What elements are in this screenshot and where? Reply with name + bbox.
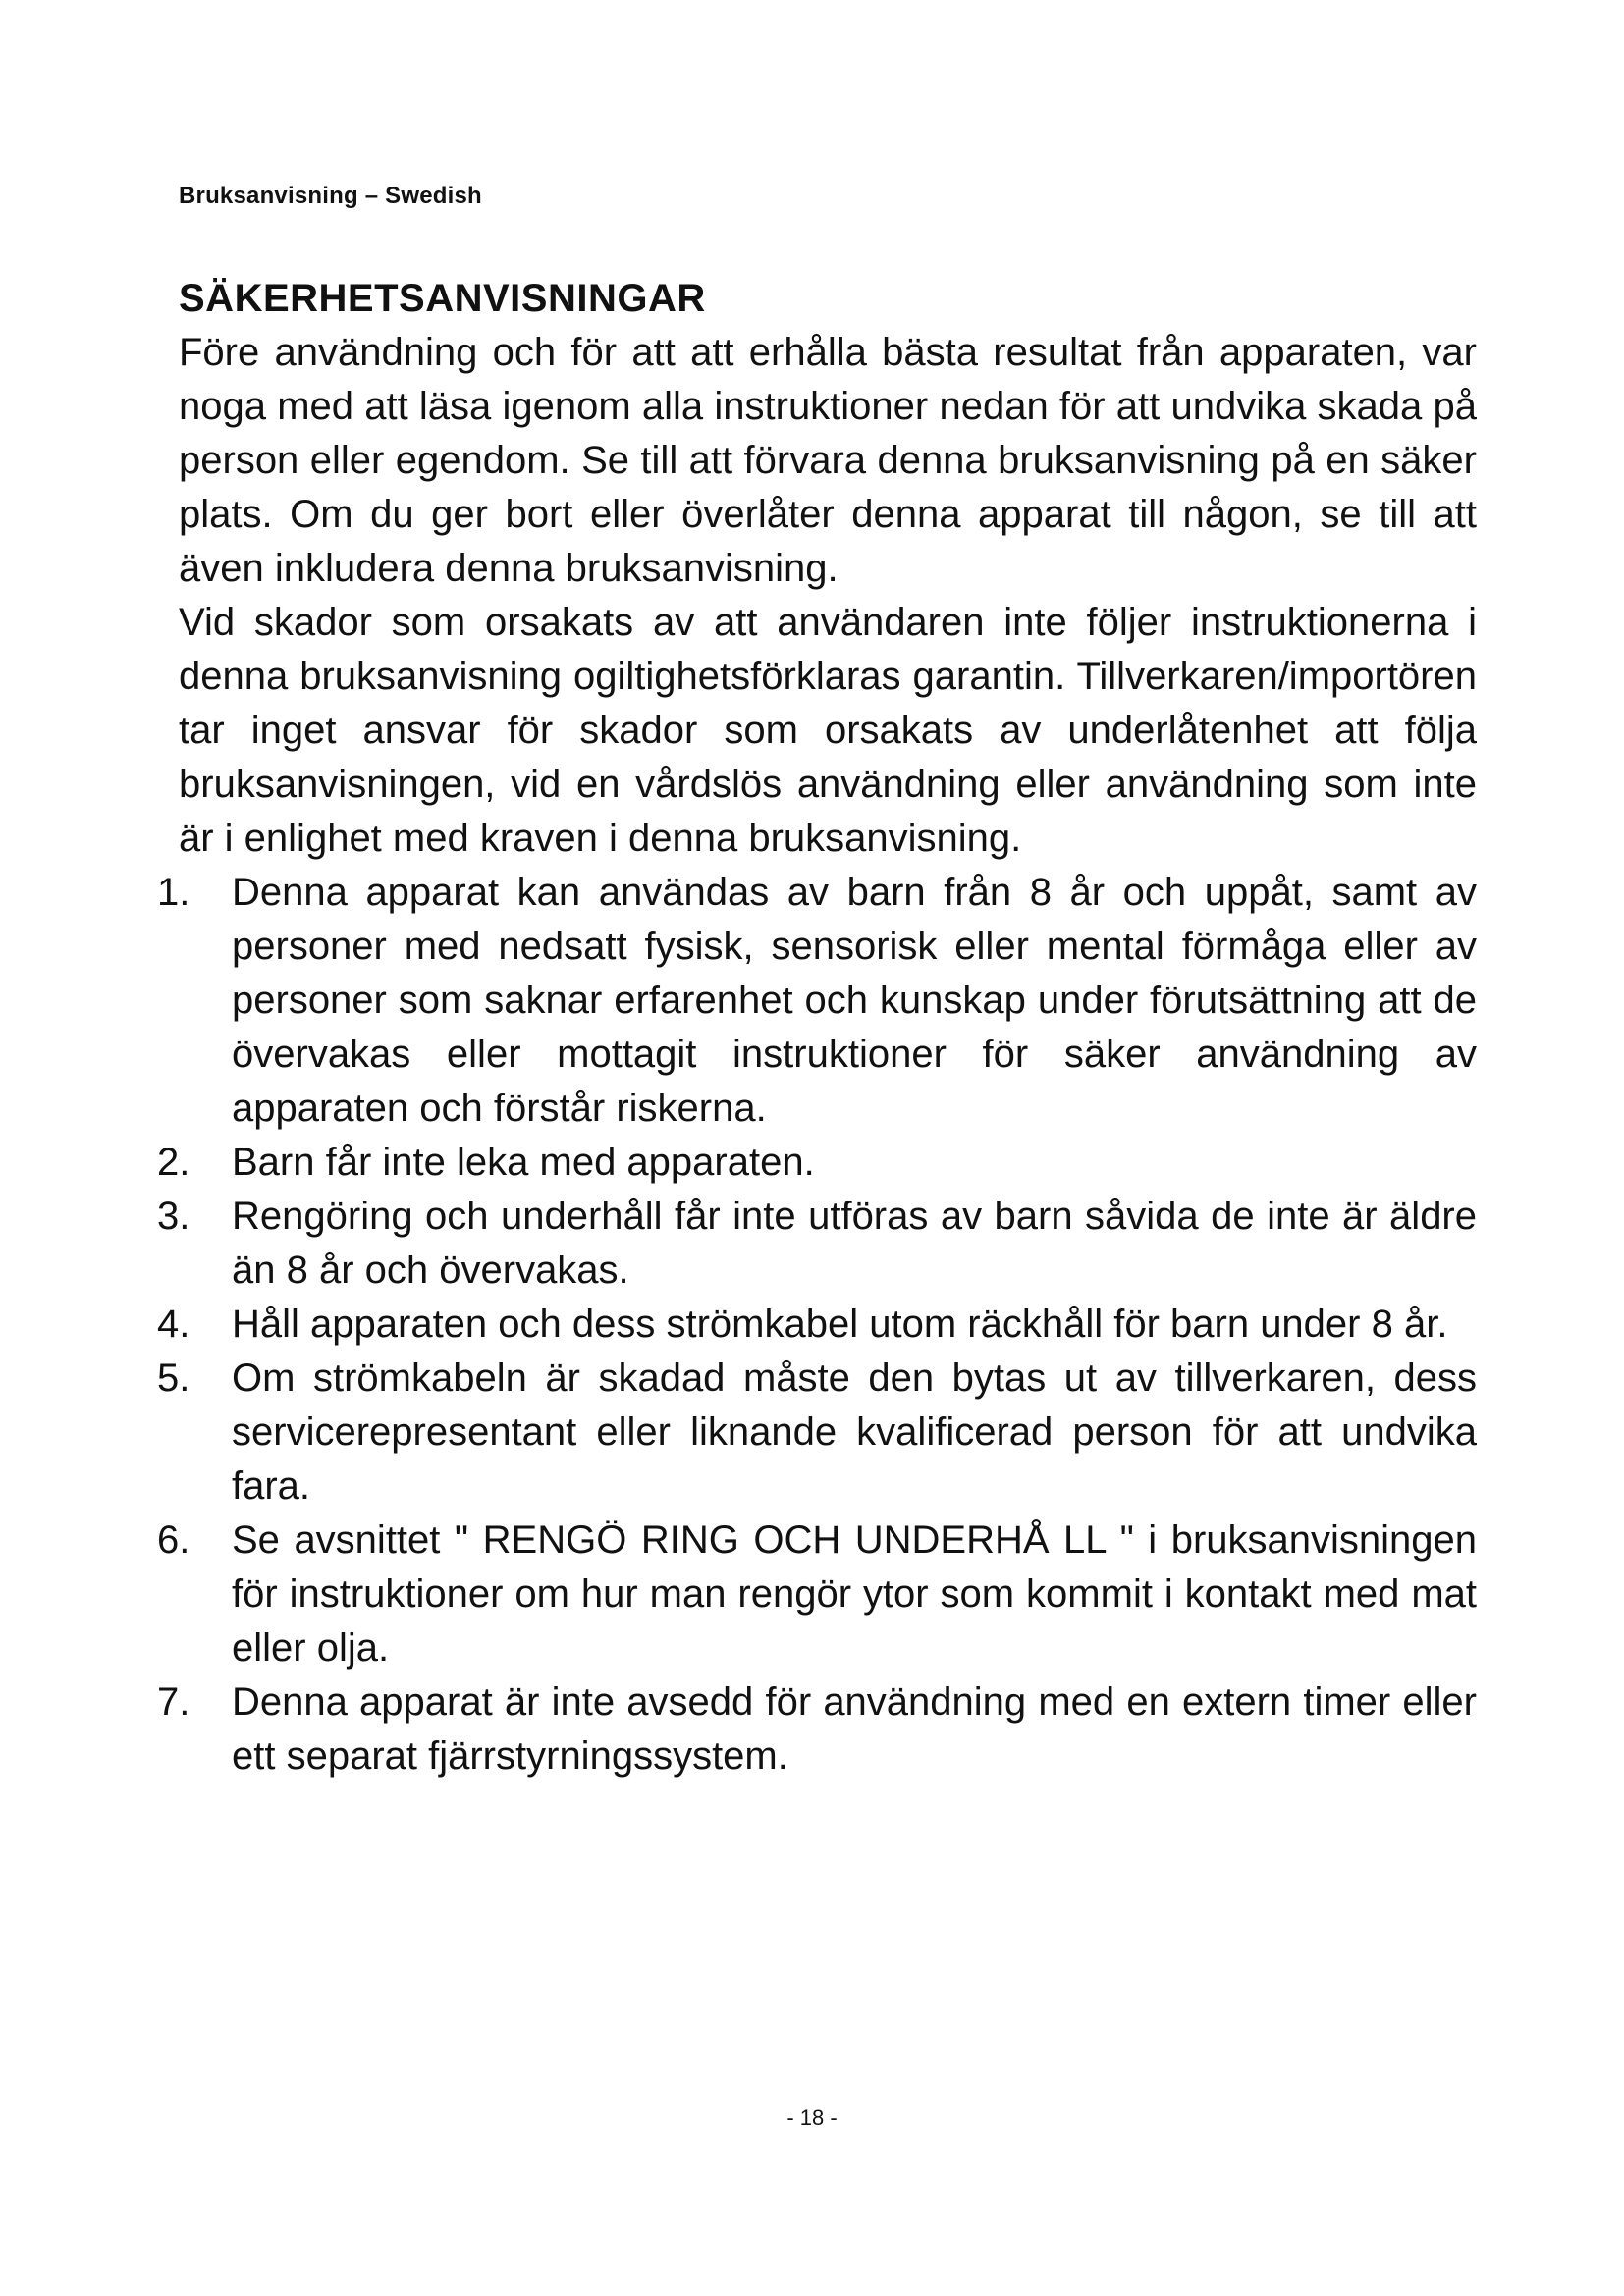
list-item [157, 1190, 1477, 1298]
document-header: Bruksanvisning – Swedish [179, 183, 482, 209]
list-item-text: Om strömkabeln är skadad måste den bytas ut av tillverkaren, dess servicerepresentant eller liknande kvalificerad person för att undvika fara. [232, 1357, 1477, 1508]
list-item-text: Håll apparaten och dess strömkabel utom räckhåll för barn under 8 år. [232, 1303, 1448, 1346]
list-item [157, 1676, 1477, 1784]
list-item-number: 3. [157, 1195, 190, 1238]
list-item-number: 7. [157, 1681, 190, 1724]
list-item-number: 1. [157, 871, 190, 914]
safety-instructions-list [157, 866, 1477, 1784]
list-item-text: Rengöring och underhåll får inte utföras av barn såvida de inte är äldre än 8 år och övervakas. [232, 1195, 1477, 1292]
list-item-number: 2. [157, 1141, 190, 1184]
warranty-paragraph: Vid skador som orsakats av att användaren inte följer instruktionerna i denna bruksanvisning ogiltighetsförklaras garantin. Tillverkaren/importören tar inget ansvar för skador som orsakats av underlåtenhet att följa bruksanvisningen, vid en vårdslös användning eller användning som inte är i enlighet med kraven i denna bruksanvisning. [179, 601, 1477, 860]
intro-paragraph: Före användning och för att att erhålla bästa resultat från apparaten, var noga med att läsa igenom alla instruktioner nedan för att undvika skada på person eller egendom. Se till att förvara denna bruksanvisning på en säker plats. Om du ger bort eller överlåter denna apparat till någon, se till att även inkludera denna bruksanvisning. [179, 331, 1477, 590]
list-item-text: Denna apparat kan användas av barn från 8 år och uppåt, samt av personer med nedsatt fysisk, sensorisk eller mental förmåga eller av personer som saknar erfarenhet och kunskap under förutsättning att de övervakas eller mottagit instruktioner för säker användning av apparaten och förstår riskerna. [232, 871, 1477, 1130]
list-item-number: 6. [157, 1519, 190, 1562]
list-item-number: 5. [157, 1357, 190, 1400]
safety-section [157, 271, 1477, 1784]
section-title: SÄKERHETSANVISNINGAR [179, 277, 706, 320]
list-item-text: Barn får inte leka med apparaten. [232, 1141, 815, 1184]
page-number: - 18 - [786, 2106, 838, 2130]
list-item [157, 1298, 1477, 1352]
list-item-text: Se avsnittet " RENGÖ RING OCH UNDERHÅ LL " i bruksanvisningen för instruktioner om hur man rengör ytor som kommit i kontakt med mat eller olja. [232, 1519, 1477, 1670]
list-item [157, 1514, 1477, 1676]
list-item-number: 4. [157, 1303, 190, 1346]
list-item [157, 1352, 1477, 1514]
list-item-text: Denna apparat är inte avsedd för användning med en extern timer eller ett separat fjärrstyrningssystem. [232, 1681, 1477, 1778]
list-item [157, 866, 1477, 1136]
list-item [157, 1136, 1477, 1190]
